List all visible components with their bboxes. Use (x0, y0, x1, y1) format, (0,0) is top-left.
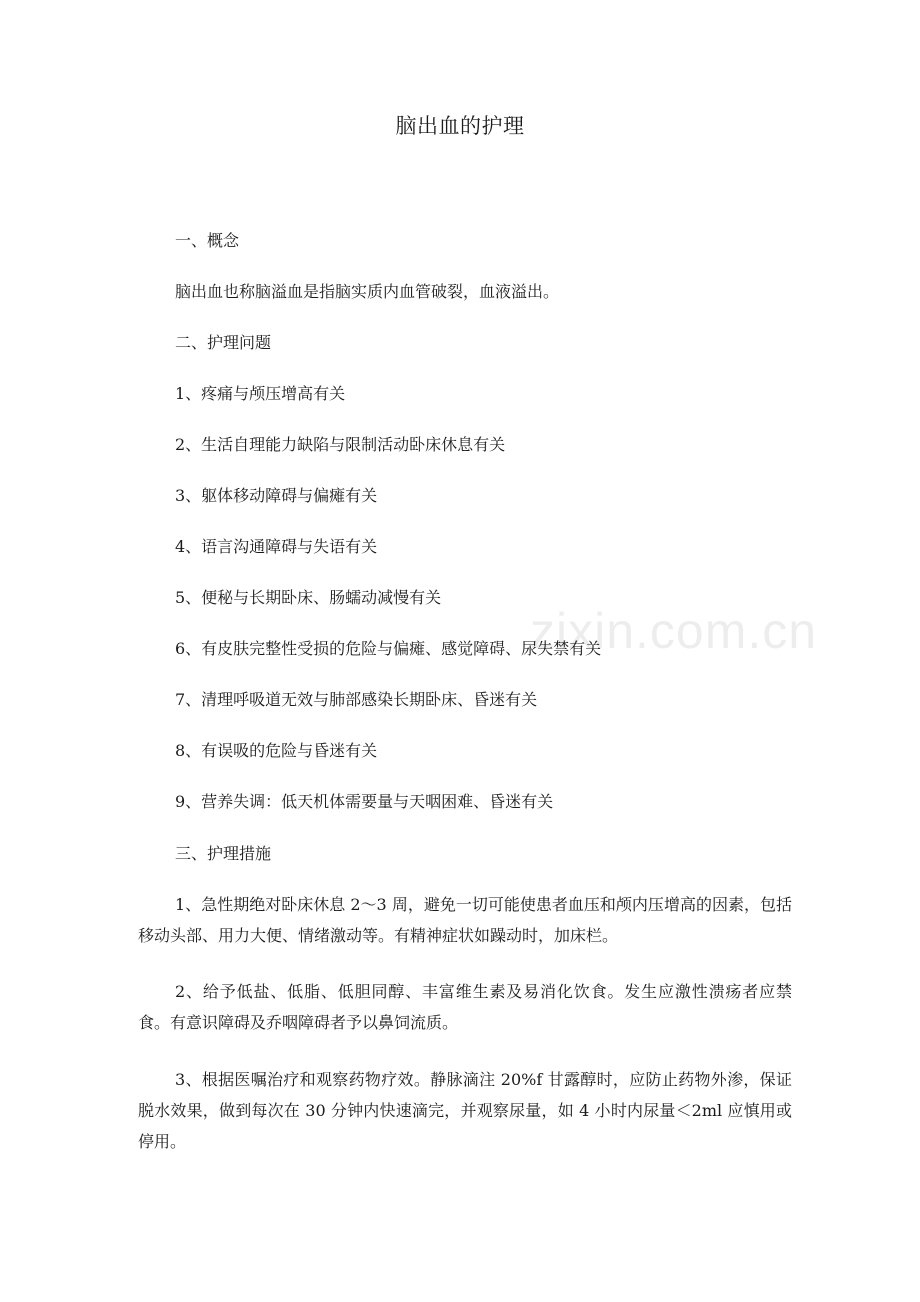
concept-text: 脑出血也称脑溢血是指脑实质内血管破裂，血液溢出。 (175, 282, 560, 301)
measure-paragraph: 2、给予低盐、低脂、低胆同醇、丰富维生素及易消化饮食。发生应激性溃疡者应禁食。有意识障碍及乔咽障碍者予以鼻饲流质。 (138, 982, 792, 1032)
problem-item: 8、有误吸的危险与昏迷有关 (175, 741, 378, 760)
problem-item: 5、便秘与长期卧床、肠蠕动减慢有关 (175, 588, 442, 607)
section-heading-problems: 二、护理问题 (175, 333, 272, 352)
problem-item: 3、躯体移动障碍与偏瘫有关 (175, 486, 378, 505)
problem-item: 1、疼痛与颅压增高有关 (175, 384, 346, 403)
section-heading-measures: 三、护理措施 (175, 844, 272, 863)
problem-item: 4、语言沟通障碍与失语有关 (175, 537, 378, 556)
problem-item: 6、有皮肤完整性受损的危险与偏瘫、感觉障碍、尿失禁有关 (175, 639, 602, 658)
problem-item: 7、清理呼吸道无效与肺部感染长期卧床、昏迷有关 (175, 690, 538, 709)
section-heading-concept: 一、概念 (175, 231, 240, 250)
problem-item: 2、生活自理能力缺陷与限制活动卧床休息有关 (175, 435, 506, 454)
document-title: 脑出血的护理 (395, 114, 525, 138)
watermark: zixin.com.cn (530, 603, 818, 659)
problem-item: 9、营养失调：低天机体需要量与天咽困难、昏迷有关 (175, 792, 554, 811)
measure-paragraph: 3、根据医嘱治疗和观察药物疗效。静脉滴注 20%f 甘露醇时，应防止药物外渗，保证脱水效果，做到每次在 30 分钟内快速滴完，并观察尿量，如 4 小时内尿量＜2ml 应慎用或停用。 (138, 1070, 792, 1151)
measure-paragraph: 1、急性期绝对卧床休息 2～3 周，避免一切可能使患者血压和颅内压增高的因素，包括移动头部、用力大便、情绪激动等。有精神症状如躁动时，加床栏。 (138, 895, 792, 945)
